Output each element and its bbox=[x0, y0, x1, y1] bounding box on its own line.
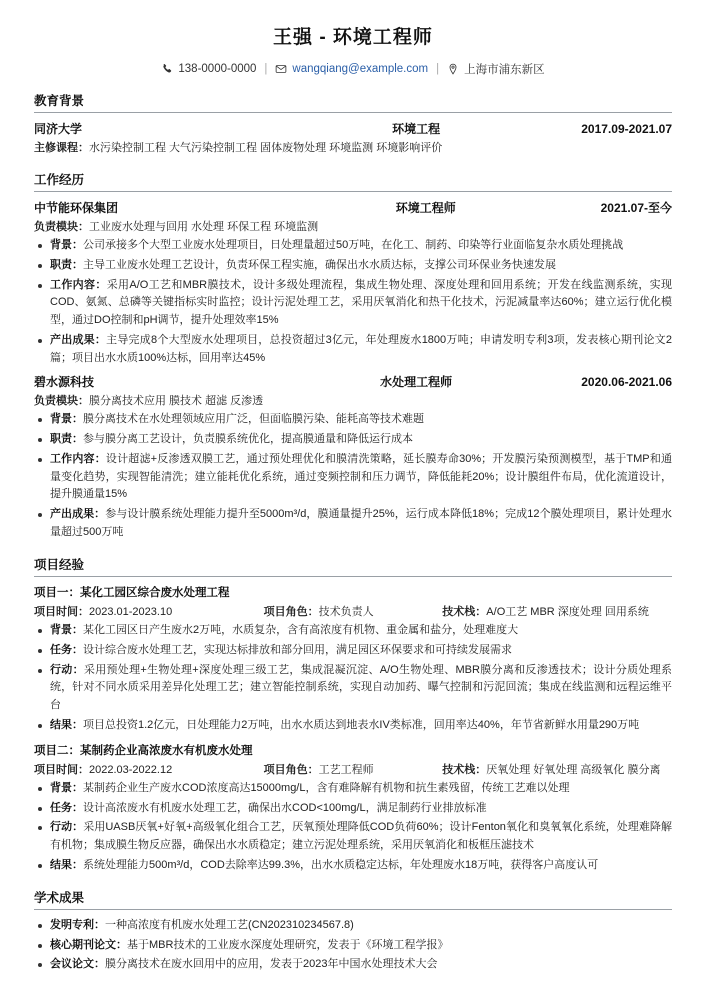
project-time bbox=[34, 603, 264, 619]
bullet-label: 职责： bbox=[50, 433, 83, 445]
project-role-value: 技术负责人 bbox=[318, 605, 374, 618]
list-item bbox=[34, 642, 672, 660]
bullet-text: 一种高浓度有机废水处理工艺(CN202310234567.8) bbox=[105, 918, 354, 931]
bullet-label: 行动： bbox=[50, 821, 84, 834]
bullet-label: 任务： bbox=[50, 801, 83, 814]
location-pin-icon bbox=[447, 63, 459, 75]
list-item bbox=[34, 800, 672, 818]
education-courses-label: 主修课程： bbox=[34, 142, 89, 154]
bullet-text: 某制药企业生产废水COD浓度高达15000mg/L，含有难降解有机物和抗生素残留，传统工艺难以处理 bbox=[83, 781, 570, 794]
education-date: 2017.09-2021.07 bbox=[581, 122, 672, 136]
bullet-text: 主导完成8个大型废水处理项目，总投资超过3亿元，年处理废水1800万吨；申请发明专利3项，发表核心期刊论文2篇；项目出水水质100%达标，回用率达45% bbox=[50, 334, 672, 364]
education-courses bbox=[34, 140, 672, 157]
work-module-value: 工业废水处理与回用 水处理 环保工程 环境监测 bbox=[89, 220, 319, 233]
project-bullets bbox=[34, 622, 672, 735]
list-item bbox=[34, 431, 672, 449]
bullet-text: 公司承接多个大型工业废水处理项目，日处理量超过50万吨，在化工、制药、印染等行业面临复杂水质处理挑战 bbox=[83, 239, 624, 251]
bullet-label: 背景： bbox=[50, 413, 83, 426]
academic-list bbox=[34, 917, 672, 974]
section-divider bbox=[34, 191, 672, 192]
work-module-value: 膜分离技术应用 膜技术 超滤 反渗透 bbox=[89, 394, 264, 407]
project-bullets bbox=[34, 780, 672, 875]
bullet-text: 某化工园区日产生废水2万吨，水质复杂，含有高浓度有机物、重金属和盐分，处理难度大 bbox=[83, 623, 519, 636]
bullet-label: 行动： bbox=[50, 663, 84, 676]
list-item bbox=[34, 622, 672, 640]
bullet-text: 系统处理能力500m³/d，COD去除率达99.3%，出水水质稳定达标，年处理废水18万吨，获得客户高度认可 bbox=[83, 859, 599, 871]
bullet-text: 膜分离技术在水处理领域应用广泛，但面临膜污染、能耗高等技术难题 bbox=[83, 413, 424, 426]
list-item bbox=[34, 506, 672, 542]
work-company: 碧水源科技 bbox=[34, 374, 95, 389]
project-stack-value: 厌氧处理 好氧处理 高级氧化 膜分离 bbox=[486, 763, 661, 776]
list-item bbox=[34, 956, 672, 974]
bullet-label: 背景： bbox=[50, 781, 83, 794]
education-school: 同济大学 bbox=[34, 122, 83, 136]
project-stack bbox=[442, 761, 672, 777]
work-bullets bbox=[34, 237, 672, 368]
list-item bbox=[34, 819, 672, 855]
project-title: 项目二：某制药企业高浓废水有机废水处理 bbox=[34, 744, 253, 757]
education-entry-head bbox=[34, 120, 672, 137]
bullet-label: 任务： bbox=[50, 643, 83, 656]
work-entry-head bbox=[34, 373, 672, 390]
work-bullets bbox=[34, 411, 672, 542]
project-role-label: 项目角色： bbox=[263, 763, 319, 776]
list-item bbox=[34, 917, 672, 935]
list-item bbox=[34, 237, 672, 255]
contact-email[interactable] bbox=[267, 63, 436, 75]
bullet-label: 产出成果： bbox=[50, 334, 107, 347]
project-role bbox=[264, 761, 443, 777]
project-role bbox=[264, 603, 443, 619]
project-time-value: 2023.01-2023.10 bbox=[89, 605, 173, 618]
section-title-work: 工作经历 bbox=[34, 172, 85, 187]
work-role: 水处理工程师 bbox=[380, 374, 453, 389]
bullet-text: 参与膜分离工艺设计，负责膜系统优化，提高膜通量和降低运行成本 bbox=[83, 433, 413, 445]
bullet-label: 产出成果： bbox=[50, 508, 106, 521]
bullet-text: 采用预处理+生物处理+深度处理三级工艺，集成混凝沉淀、A/O生物处理、MBR膜分离和反渗透技术；设计分质处理系统，针对不同水质采用差异化处理工艺；建立智能控制系统，实现自动加药、曝气控制和污泥回流；集成在线监测和远程运维平台 bbox=[50, 663, 673, 712]
list-item bbox=[34, 780, 672, 798]
bullet-label: 会议论文： bbox=[50, 958, 105, 971]
section-divider bbox=[34, 576, 672, 577]
education-major: 环境工程 bbox=[392, 122, 441, 136]
bullet-label: 发明专利： bbox=[50, 918, 105, 931]
contact-phone bbox=[153, 63, 264, 75]
bullet-text: 参与设计膜系统处理能力提升至5000m³/d，膜通量提升25%，运行成本降低18%；完成12个膜处理项目，累计处理水量超过500万吨 bbox=[50, 508, 672, 539]
page-title: 王强 - 环境工程师 bbox=[273, 27, 433, 48]
contact-separator-2: | bbox=[436, 63, 440, 75]
bullet-text: 设计超滤+反渗透双膜工艺，通过预处理优化和膜清洗策略，延长膜寿命30%；开发膜污染预测模型，基于TMP和通量变化趋势，实现智能清洗；建立能耗优化系统，通过变频控制和压力调节，降低能耗20%；设计膜组件布局，优化流道设计，提升膜通量15% bbox=[50, 452, 673, 501]
work-module bbox=[34, 393, 672, 410]
list-item bbox=[34, 937, 672, 955]
section-title-education: 教育背景 bbox=[34, 94, 85, 108]
list-item bbox=[34, 662, 672, 715]
phone-icon bbox=[161, 63, 173, 75]
project-stack-label: 技术栈： bbox=[442, 605, 487, 618]
bullet-label: 核心期刊论文： bbox=[50, 938, 127, 951]
project-time bbox=[34, 761, 264, 777]
contact-bar bbox=[34, 61, 672, 77]
section-divider bbox=[34, 112, 672, 113]
bullet-text: 膜分离技术在废水回用中的应用，发表于2023年中国水处理技术大会 bbox=[105, 958, 438, 971]
bullet-label: 背景： bbox=[50, 239, 83, 251]
work-module-label: 负责模块： bbox=[34, 394, 89, 407]
contact-separator-1: | bbox=[264, 63, 268, 75]
project-meta bbox=[34, 761, 672, 777]
bullet-text: 设计高浓废水有机废水处理工艺，确保出水COD<100mg/L，满足制药行业排放标准 bbox=[83, 801, 487, 814]
list-item bbox=[34, 257, 672, 275]
list-item bbox=[34, 857, 672, 875]
list-item bbox=[34, 451, 672, 504]
bullet-text: 基于MBR技术的工业废水深度处理研究，发表于《环境工程学报》 bbox=[127, 938, 449, 951]
bullet-text: 主导工业废水处理工艺设计，负责环保工程实施，确保出水水质达标，支撑公司环保业务快速发展 bbox=[83, 258, 556, 271]
list-item bbox=[34, 332, 672, 368]
phone-text: 138-0000-0000 bbox=[178, 63, 257, 75]
work-company: 中节能环保集团 bbox=[34, 200, 119, 215]
project-title: 项目一：某化工园区综合废水处理工程 bbox=[34, 586, 230, 599]
location-text: 上海市浦东新区 bbox=[464, 64, 545, 76]
bullet-text: 采用A/O工艺和MBR膜技术，设计多级处理流程，集成生物处理、深度处理和回用系统；开发在线监测系统，实现COD、氨氮、总磷等关键指标实时监控；设计污泥处理工艺，采用厌氧消化和热干化技术，污泥减量率达60%；建立运行优化模型，通过DO控制和pH调节，提升处理效率15% bbox=[50, 278, 673, 327]
project-meta bbox=[34, 603, 672, 619]
work-module bbox=[34, 219, 672, 236]
bullet-text: 设计综合废水处理工艺，实现达标排放和部分回用，满足园区环保要求和可持续发展需求 bbox=[83, 643, 512, 656]
mail-icon bbox=[275, 63, 287, 75]
project-stack-label: 技术栈： bbox=[442, 763, 487, 776]
bullet-text: 项目总投资1.2亿元，日处理能力2万吨，出水水质达到地表水IV类标准，回用率达40%，年节省新鲜水用量290万吨 bbox=[83, 718, 640, 731]
project-time-label: 项目时间： bbox=[34, 605, 89, 618]
contact-location bbox=[439, 61, 553, 77]
bullet-text: 采用UASB厌氧+好氧+高级氧化组合工艺，厌氧预处理降低COD负荷60%；设计Fenton氧化和臭氧氧化系统，处理难降解有机物；集成膜生物反应器，确保出水水质稳定；建立污泥处理系统，采用厌氧消化和板框压滤技术 bbox=[50, 821, 672, 852]
list-item bbox=[34, 411, 672, 429]
bullet-label: 结果： bbox=[50, 859, 83, 871]
project-stack bbox=[442, 603, 672, 619]
bullet-label: 结果： bbox=[50, 718, 83, 731]
project-time-value: 2022.03-2022.12 bbox=[89, 763, 173, 776]
bullet-label: 工作内容： bbox=[50, 278, 107, 291]
bullet-label: 背景： bbox=[50, 623, 83, 636]
section-divider bbox=[34, 909, 672, 910]
work-date: 2020.06-2021.06 bbox=[581, 374, 672, 389]
work-entry-head bbox=[34, 199, 672, 216]
section-title-projects: 项目经验 bbox=[34, 557, 85, 572]
work-date: 2021.07-至今 bbox=[600, 200, 672, 215]
project-time-label: 项目时间： bbox=[34, 763, 89, 776]
bullet-label: 职责： bbox=[50, 258, 83, 271]
work-module-label: 负责模块： bbox=[34, 220, 89, 233]
project-role-value: 工艺工程师 bbox=[318, 763, 374, 776]
section-title-academic: 学术成果 bbox=[34, 890, 85, 905]
education-courses-value: 水污染控制工程 大气污染控制工程 固体废物处理 环境监测 环境影响评价 bbox=[89, 142, 443, 154]
list-item bbox=[34, 717, 672, 735]
project-role-label: 项目角色： bbox=[263, 605, 319, 618]
work-role: 环境工程师 bbox=[395, 200, 456, 215]
list-item bbox=[34, 277, 672, 330]
project-stack-value: A/O工艺 MBR 深度处理 回用系统 bbox=[486, 605, 649, 618]
email-text[interactable]: wangqiang@example.com bbox=[292, 63, 429, 75]
bullet-label: 工作内容： bbox=[50, 452, 106, 465]
